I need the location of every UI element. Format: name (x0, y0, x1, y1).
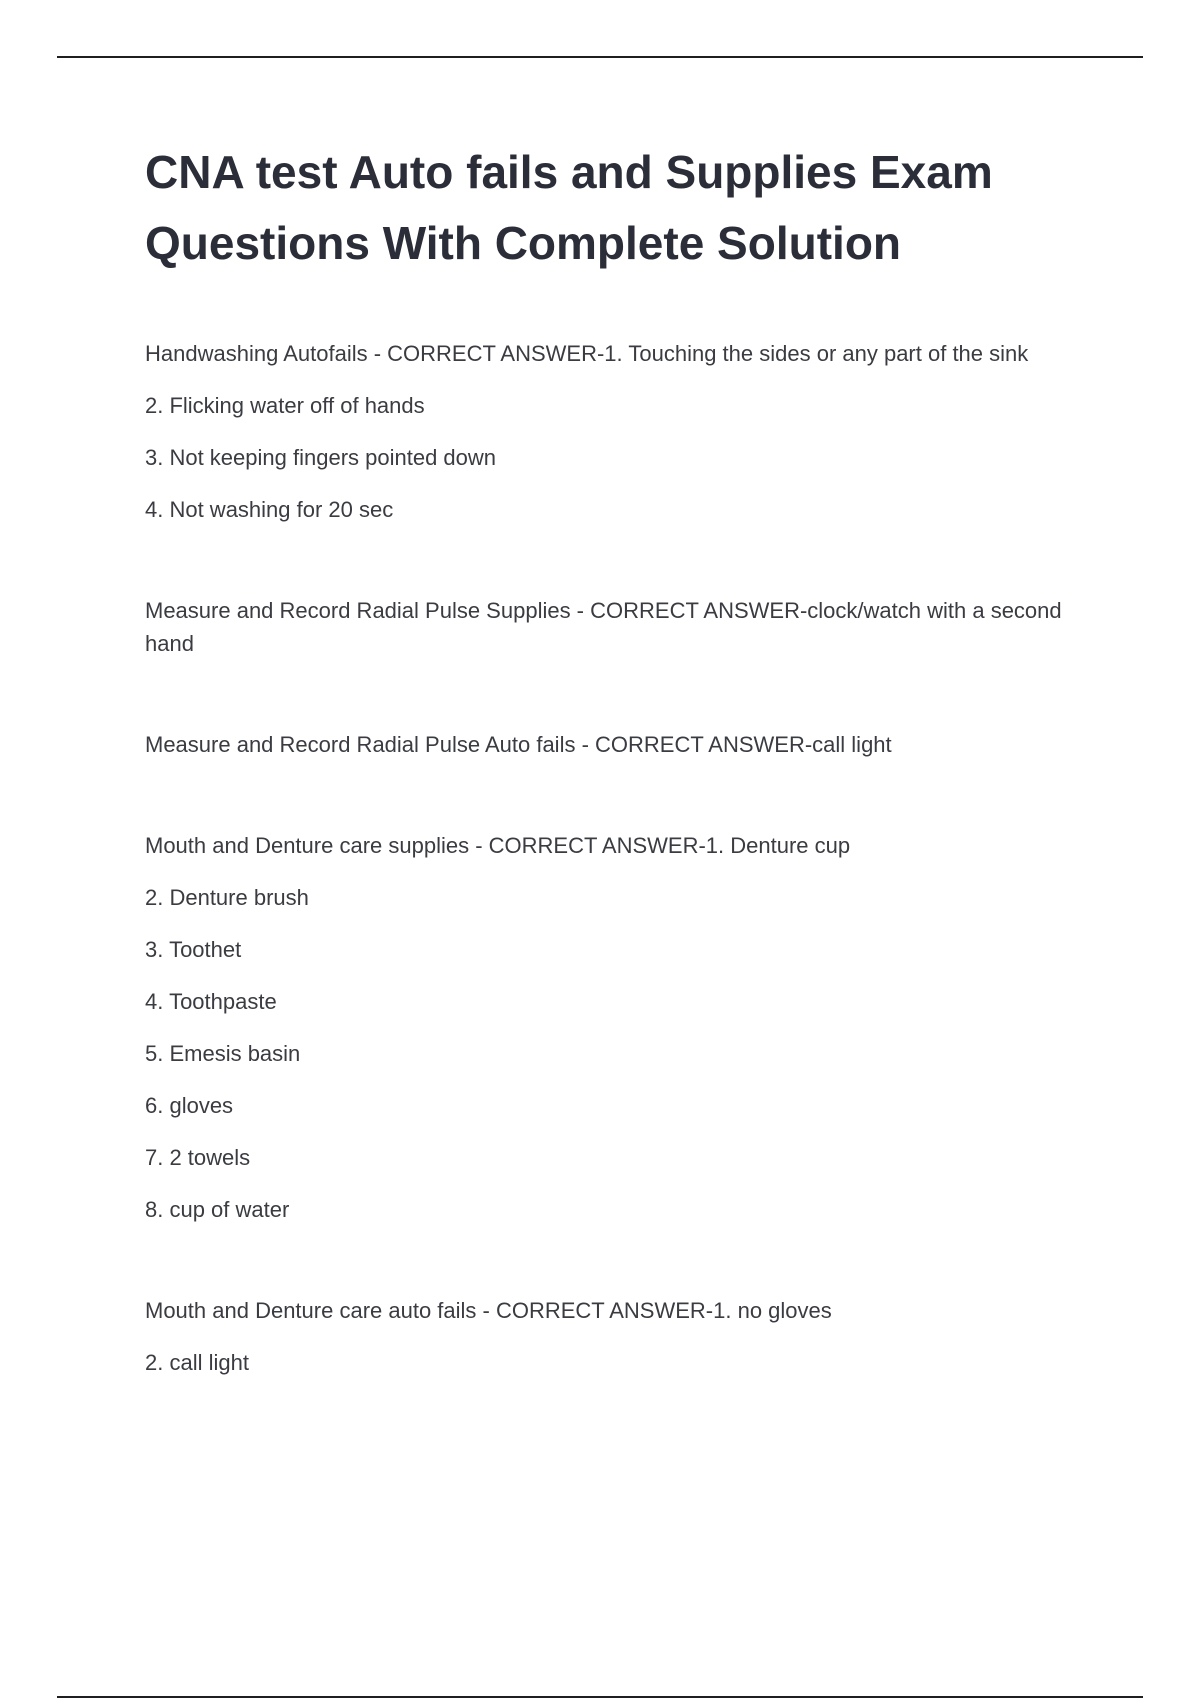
top-divider (57, 56, 1143, 58)
answer-line: 4. Not washing for 20 sec (145, 497, 394, 522)
answer-line: 3. Toothet (145, 937, 242, 962)
answer-line: Measure and Record Radial Pulse Auto fails - CORRECT ANSWER-call light (145, 732, 892, 757)
answer-line: 2. Flicking water off of hands (145, 393, 425, 418)
qa-denture-care-supplies (145, 829, 1080, 1226)
answer-line: 6. gloves (145, 1093, 234, 1118)
answer-line: Mouth and Denture care auto fails - CORRECT ANSWER-1. no gloves (145, 1298, 832, 1323)
page-title: CNA test Auto fails and Supplies Exam Questions With Complete Solution (145, 146, 993, 269)
qa-radial-pulse-supplies (145, 594, 1080, 660)
qa-denture-care-autofails (145, 1294, 1080, 1379)
qa-handwashing-autofails (145, 337, 1080, 526)
answer-line: Measure and Record Radial Pulse Supplies - CORRECT ANSWER-clock/watch with a second hand (145, 598, 1062, 656)
answer-line: 5. Emesis basin (145, 1041, 301, 1066)
answer-line: 7. 2 towels (145, 1145, 251, 1170)
answer-line: Mouth and Denture care supplies - CORRECT ANSWER-1. Denture cup (145, 833, 851, 858)
answer-line: 3. Not keeping fingers pointed down (145, 445, 497, 470)
bottom-divider (57, 1696, 1143, 1698)
answer-line: 2. Denture brush (145, 885, 309, 910)
answer-line: 8. cup of water (145, 1197, 290, 1222)
document-body (145, 337, 1080, 1447)
answer-line: 2. call light (145, 1350, 249, 1375)
answer-line: Handwashing Autofails - CORRECT ANSWER-1. Touching the sides or any part of the sink (145, 341, 1029, 366)
qa-radial-pulse-autofails (145, 728, 1080, 761)
answer-line: 4. Toothpaste (145, 989, 277, 1014)
